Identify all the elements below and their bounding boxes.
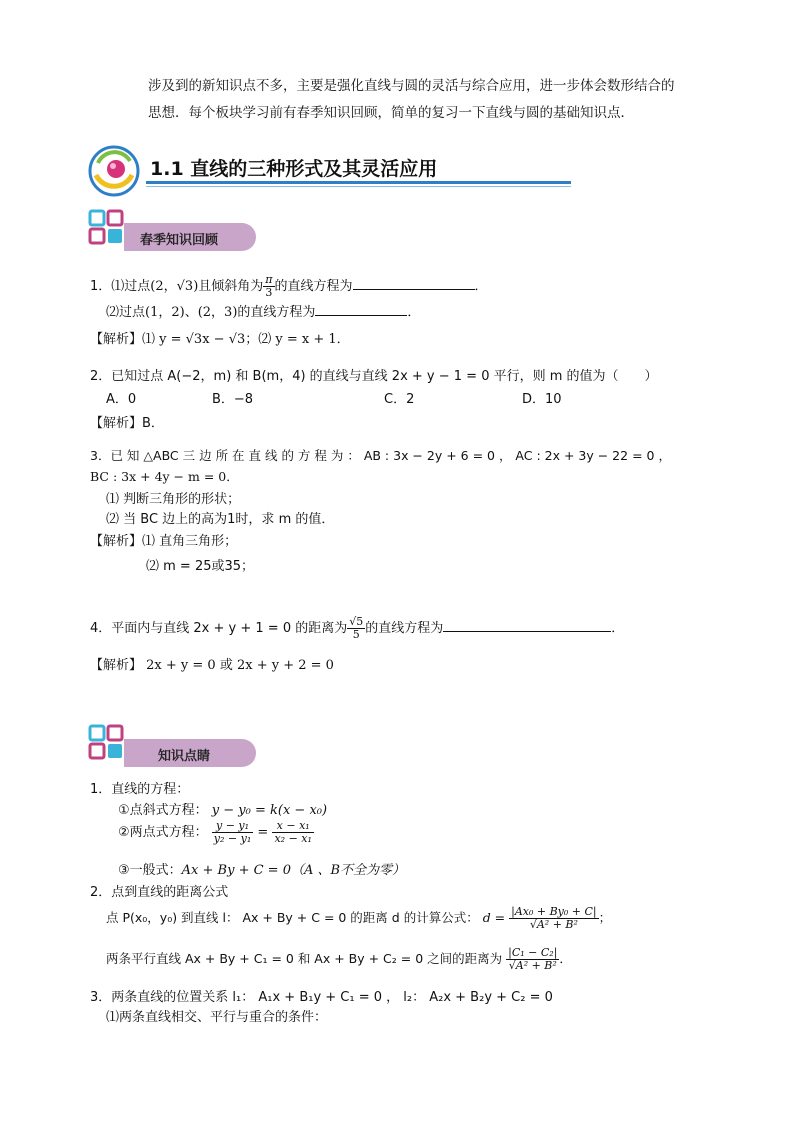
section-logo-icon bbox=[86, 145, 146, 197]
q3-stem: 3．已 知 △ABC 三 边 所 在 直 线 的 方 程 为 ： AB : 3x − 2y + 6 = 0 ， AC : 2x + 3y − 22 = 0 ， bbox=[90, 448, 671, 463]
q3-part2: ⑵ 当 BC 边上的高为1时，求 m 的值． bbox=[106, 512, 335, 527]
k3-head: 3．两条直线的位置关系 l₁： A₁x + B₁y + C₁ = 0 ， l₂： A₂x + B₂y + C₂ = 0 bbox=[90, 990, 553, 1005]
tag-label-review: 春季知识回顾 bbox=[140, 233, 219, 248]
q3-stem-2: BC : 3x + 4y − m = 0． bbox=[90, 469, 239, 484]
k1-point-slope: ①点斜式方程： y − y₀ = k(x − x₀) bbox=[118, 803, 328, 818]
q2-option-c: C．2 bbox=[384, 392, 415, 407]
q4-answer: 【解析】 2x + y = 0 或 2x + y + 2 = 0 bbox=[90, 658, 334, 673]
q1-blank-1[interactable] bbox=[353, 277, 475, 290]
k2-head: 2．点到直线的距离公式 bbox=[90, 885, 229, 900]
q2-stem: 2．已知过点 A(−2，m) 和 B(m，4) 的直线与直线 2x + y − 1 = 0 平行，则 m 的值为（ ） bbox=[90, 369, 658, 384]
q2-option-a: A．0 bbox=[106, 392, 137, 407]
k1-two-point: ②两点式方程： $\frac{\text{y − y₁}}{\text{y₂ − y₁}}$ = $\frac{\text{x − x₁}}{\text{x₂ − x₁}}$ bbox=[118, 819, 312, 846]
section-underline bbox=[146, 181, 571, 184]
k1-general: ③一般式：Ax + By + C = 0（A 、B不全为零） bbox=[118, 863, 406, 878]
intro-line-2: 思想．每个板块学习前有春季知识回顾，简单的复习一下直线与圆的基础知识点． bbox=[148, 105, 634, 121]
intro-line-1: 涉及到的新知识点不多，主要是强化直线与圆的灵活与综合应用，进一步体会数形结合的 bbox=[148, 78, 675, 94]
k3-sub: ⑴两条直线相交、平行与重合的条件： bbox=[106, 1010, 328, 1025]
q1-part2: ⑵过点(1，2)、(2，3)的直线方程为 ． bbox=[106, 305, 421, 320]
q2-option-b: B．−8 bbox=[212, 392, 254, 407]
q3-part1: ⑴ 判断三角形的形状； bbox=[106, 492, 241, 507]
q1-blank-2[interactable] bbox=[315, 303, 407, 316]
q3-answer-2: ⑵ m = 25或35； bbox=[146, 559, 255, 574]
q4-stem: 4．平面内与直线 2x + y + 1 = 0 的距离为 $\frac{√5}{5}$ 的直线方程为 ． bbox=[90, 615, 625, 642]
tag-squares-icon bbox=[88, 209, 128, 247]
section-title: 1.1 直线的三种形式及其灵活应用 bbox=[150, 158, 438, 180]
k2-point-distance: 点 P(x₀，y₀) 到直线 l： Ax + By + C = 0 的距离 d 的计算公式： d = $\frac{\text{|Ax₀ + By₀ + C|}}{\text{√A² + B²}}$ ； bbox=[106, 905, 612, 932]
q2-option-d: D．10 bbox=[522, 392, 562, 407]
section-underline-thin bbox=[146, 186, 571, 187]
q4-blank[interactable] bbox=[443, 619, 611, 632]
tag-squares-icon-2 bbox=[88, 724, 128, 762]
q2-answer: 【解析】B． bbox=[90, 416, 164, 431]
q3-answer-1: 【解析】⑴ 直角三角形； bbox=[90, 534, 238, 549]
q1-part1: 1．⑴过点(2，√3)且倾斜角为 $\frac{\pi}{3}$ 的直线方程为 ． bbox=[90, 273, 488, 300]
k1-head: 1．直线的方程： bbox=[90, 782, 190, 797]
k2-parallel-distance: 两条平行直线 Ax + By + C₁ = 0 和 Ax + By + C₂ = 0 之间的距离为 $\frac{\text{|C₁ − C₂|}}{\text{√A² + B²}}$ ． bbox=[106, 946, 572, 973]
tag-label-knowledge: 知识点睛 bbox=[158, 749, 211, 764]
q1-answer: 【解析】⑴ y = √3x − √3；⑵ y = x + 1． bbox=[90, 332, 350, 347]
